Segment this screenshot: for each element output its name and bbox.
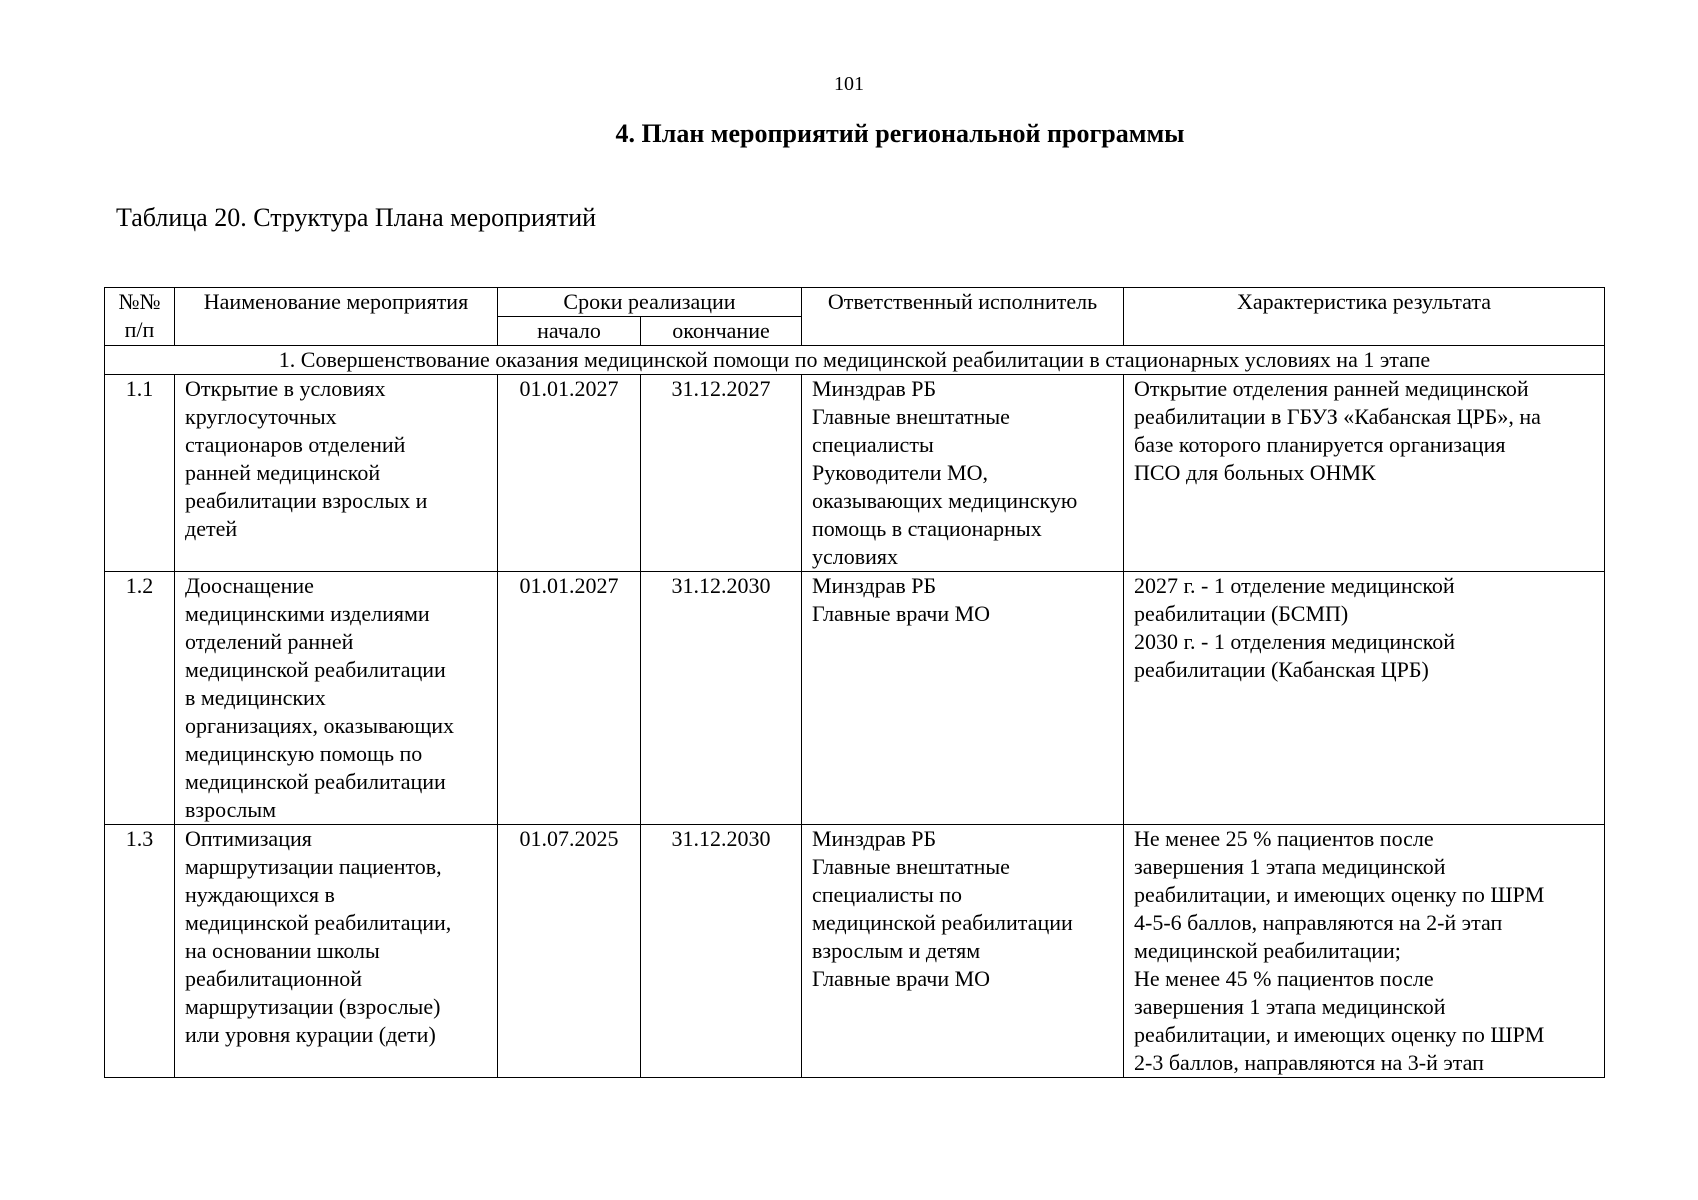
row-start: 01.07.2025: [498, 825, 641, 1078]
row-name: Открытие в условиях круглосуточных стационаров отделений ранней медицинской реабилитации взрослых и детей: [175, 375, 498, 572]
row-name: Дооснащение медицинскими изделиями отделений ранней медицинской реабилитации в медицинских организациях, оказывающих медицинскую помощь по медицинской реабилитации взрослым: [175, 572, 498, 825]
row-start: 01.01.2027: [498, 572, 641, 825]
row-num: 1.3: [105, 825, 175, 1078]
row-name: Оптимизация маршрутизации пациентов, нуждающихся в медицинской реабилитации, на основании школы реабилитационной маршрутизации (взрослые) или уровня курации (дети): [175, 825, 498, 1078]
row-result: Открытие отделения ранней медицинской реабилитации в ГБУЗ «Кабанская ЦРБ», на базе которого планируется организация ПСО для больных ОНМК: [1124, 375, 1605, 572]
table-row: [105, 572, 1605, 825]
section-row: [105, 346, 1605, 375]
row-num: 1.1: [105, 375, 175, 572]
row-result: 2027 г. - 1 отделение медицинской реабилитации (БСМП) 2030 г. - 1 отделения медицинской реабилитации (Кабанская ЦРБ): [1124, 572, 1605, 825]
row-result: Не менее 25 % пациентов после завершения 1 этапа медицинской реабилитации, и имеющих оценку по ШРМ 4-5-6 баллов, направляются на 2-й этап медицинской реабилитации; Не менее 45 % пациентов после завершения 1 этапа медицинской реабилитации, и имеющих оценку по ШРМ 2-3 баллов, направляются на 3-й этап: [1124, 825, 1605, 1078]
row-end: 31.12.2030: [641, 572, 802, 825]
section-title: 1. Совершенствование оказания медицинской помощи по медицинской реабилитации в стационарных условиях на 1 этапе: [105, 346, 1605, 375]
header-name: Наименование мероприятия: [175, 288, 498, 346]
row-start: 01.01.2027: [498, 375, 641, 572]
header-result: Характеристика результата: [1124, 288, 1605, 346]
section-heading: 4. План мероприятий региональной программы: [615, 119, 1185, 148]
header-start: начало: [498, 317, 641, 346]
header-num: №№ п/п: [105, 288, 175, 346]
page-number: 101: [834, 73, 864, 95]
table-row: [105, 825, 1605, 1078]
row-end: 31.12.2027: [641, 375, 802, 572]
header-responsible: Ответственный исполнитель: [802, 288, 1124, 346]
table-caption: Таблица 20. Структура Плана мероприятий: [116, 203, 597, 232]
row-end: 31.12.2030: [641, 825, 802, 1078]
row-num: 1.2: [105, 572, 175, 825]
row-responsible: Минздрав РБ Главные врачи МО: [802, 572, 1124, 825]
plan-table: [104, 287, 1605, 1078]
header-end: окончание: [641, 317, 802, 346]
header-terms: Сроки реализации: [498, 288, 802, 317]
row-responsible: Минздрав РБ Главные внештатные специалисты Руководители МО, оказывающих медицинскую помощь в стационарных условиях: [802, 375, 1124, 572]
row-responsible: Минздрав РБ Главные внештатные специалисты по медицинской реабилитации взрослым и детям Главные врачи МО: [802, 825, 1124, 1078]
table-row: [105, 375, 1605, 572]
